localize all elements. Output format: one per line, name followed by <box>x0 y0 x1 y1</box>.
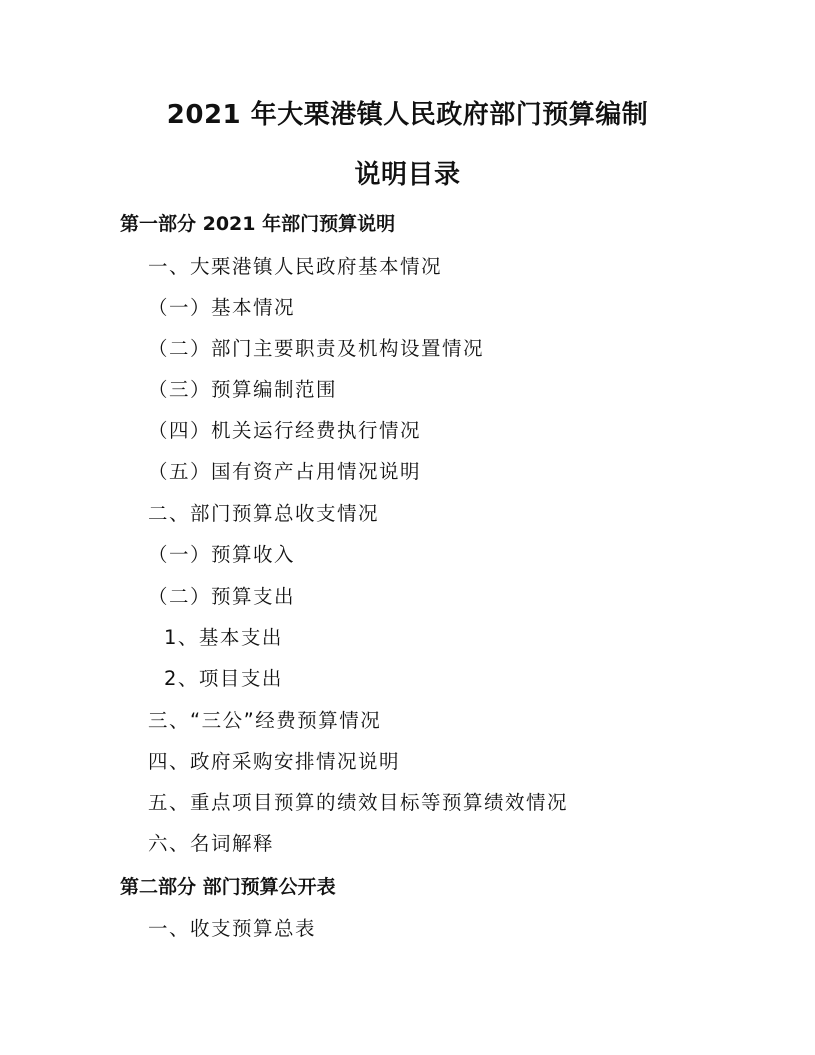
toc-item-basic-situation: （一）基本情况 <box>148 296 296 319</box>
toc-item-total-revenue-expenditure: 二、部门预算总收支情况 <box>148 502 380 525</box>
toc-item-basic-expenditure: 1、基本支出 <box>164 626 283 649</box>
toc-item-operating-expenses: （四）机关运行经费执行情况 <box>148 419 422 442</box>
toc-item-three-public-expenses: 三、“三公”经费预算情况 <box>148 709 382 732</box>
part2-heading: 第二部分 部门预算公开表 <box>120 876 336 898</box>
toc-item-budget-revenue: （一）预算收入 <box>148 543 296 566</box>
document-subtitle: 说明目录 <box>354 160 461 190</box>
toc-item-basic-info: 一、大栗港镇人民政府基本情况 <box>148 255 443 278</box>
toc-item-performance-goals: 五、重点项目预算的绩效目标等预算绩效情况 <box>148 791 569 814</box>
part1-heading: 第一部分 2021 年部门预算说明 <box>120 213 396 235</box>
toc-item-glossary: 六、名词解释 <box>148 832 275 855</box>
toc-item-state-assets: （五）国有资产占用情况说明 <box>148 460 422 483</box>
toc-item-revenue-expenditure-table: 一、收支预算总表 <box>148 917 317 940</box>
toc-item-government-procurement: 四、政府采购安排情况说明 <box>148 750 401 773</box>
document-title: 2021 年大栗港镇人民政府部门预算编制 <box>166 100 649 130</box>
toc-item-budget-expenditure: （二）预算支出 <box>148 585 296 608</box>
toc-item-main-duties: （二）部门主要职责及机构设置情况 <box>148 337 485 360</box>
toc-item-budget-scope: （三）预算编制范围 <box>148 378 338 401</box>
toc-item-project-expenditure: 2、项目支出 <box>164 667 283 690</box>
